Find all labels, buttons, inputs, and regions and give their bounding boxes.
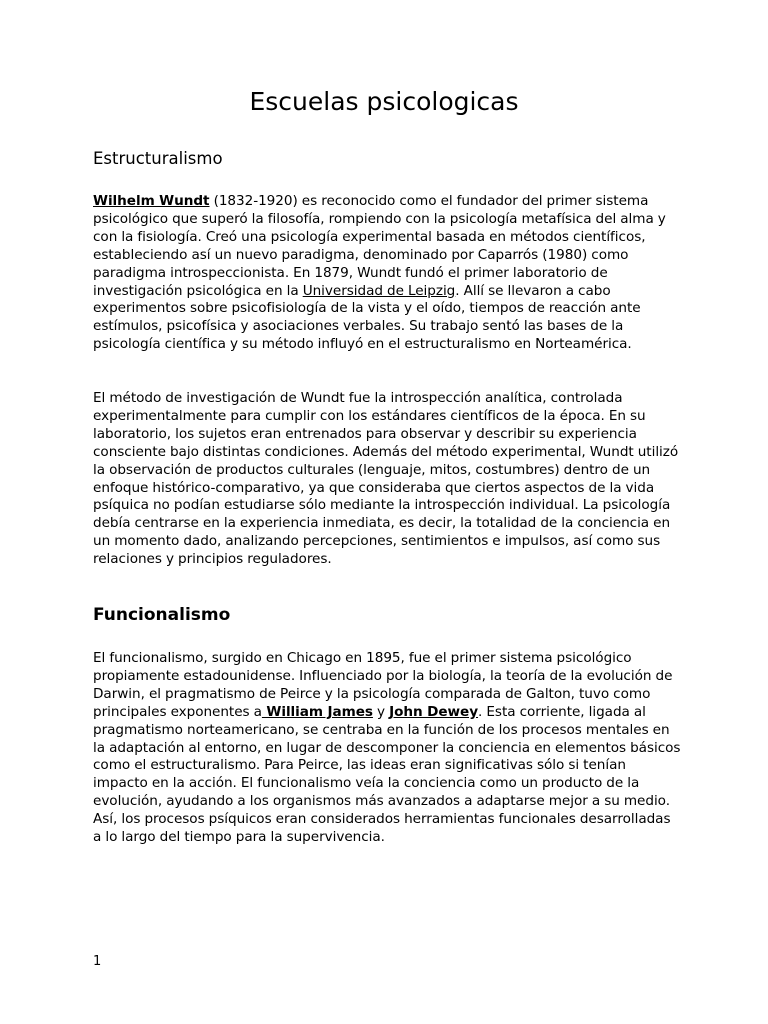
section-heading-estructuralismo: Estructuralismo xyxy=(93,149,223,168)
paragraph-wundt-intro xyxy=(93,193,681,354)
paragraph-text: y xyxy=(372,703,390,720)
paragraph-text: El funcionalismo, surgido en Chicago en 1895, fue el primer sistema psicológico propiamente estadounidense. Influenciado por la biología, la teoría de la evolución de Darwin, el pragmatismo de Peirce y la psicología comparada de Galton, tuvo como principales exponentes a xyxy=(93,650,673,720)
document-title: Escuelas psicologicas xyxy=(249,87,519,116)
link-william-james[interactable]: William James xyxy=(261,703,373,720)
link-universidad-de-leipzig[interactable]: Universidad de Leipzig xyxy=(302,282,456,299)
paragraph-text: . Esta corriente, ligada al pragmatismo norteamericano, se centraba en la función de los procesos mentales en la adaptación al entorno, en lugar de descomponer la conciencia en elementos básicos como el estructuralismo. Para Peirce, las ideas eran significativas sólo si tenían impacto en la acción. El funcionalismo veía la conciencia como un producto de la evolución, ayudando a los organismos más avanzados a adaptarse mejor a su medio. Así, los procesos psíquicos eran considerados herramientas funcionales desarrolladas a lo largo del tiempo para la supervivencia. xyxy=(93,703,681,846)
section-heading-funcionalismo: Funcionalismo xyxy=(93,605,231,625)
paragraph-text: (1832-1920) es reconocido como el fundador del primer sistema psicológico que superó la filosofía, rompiendo con la psicología metafísica del alma y con la fisiología. Creó una psicología experimental basada en métodos científicos, estableciendo así un nuevo paradigma, denominado por Caparrós (1980) como paradigma introspeccionista. En 1879, Wundt fundó el primer laboratorio de investigación psicológica en la xyxy=(93,193,666,299)
paragraph-text: . Allí se llevaron a cabo experimentos sobre psicofisiología de la vista y el oído, tiempos de reacción ante estímulos, psicofísica y asociaciones verbales. Su trabajo sentó las bases de la psicología científica y su método influyó en el estructuralismo en Norteamérica. xyxy=(93,282,641,353)
link-wilhelm-wundt[interactable]: Wilhelm Wundt xyxy=(93,193,210,209)
page-number: 1 xyxy=(93,954,102,969)
paragraph-funcionalismo xyxy=(93,650,681,847)
paragraph-wundt-method: El método de investigación de Wundt fue la introspección analítica, controlada experimentalmente para cumplir con los estándares científicos de la época. En su laboratorio, los sujetos eran entrenados para observar y describir su experiencia consciente bajo distintas condiciones. Además del método experimental, Wundt utilizó la observación de productos culturales (lenguaje, mitos, costumbres) dentro de un enfoque histórico-comparativo, ya que consideraba que ciertos aspectos de la vida psíquica no podían estudiarse sólo mediante la introspección individual. La psicología debía centrarse en la experiencia inmediata, es decir, la totalidad de la conciencia en un momento dado, analizando percepciones, sentimientos e impulsos, así como sus relaciones y principios reguladores. xyxy=(93,390,679,568)
link-john-dewey[interactable]: John Dewey xyxy=(389,703,479,720)
